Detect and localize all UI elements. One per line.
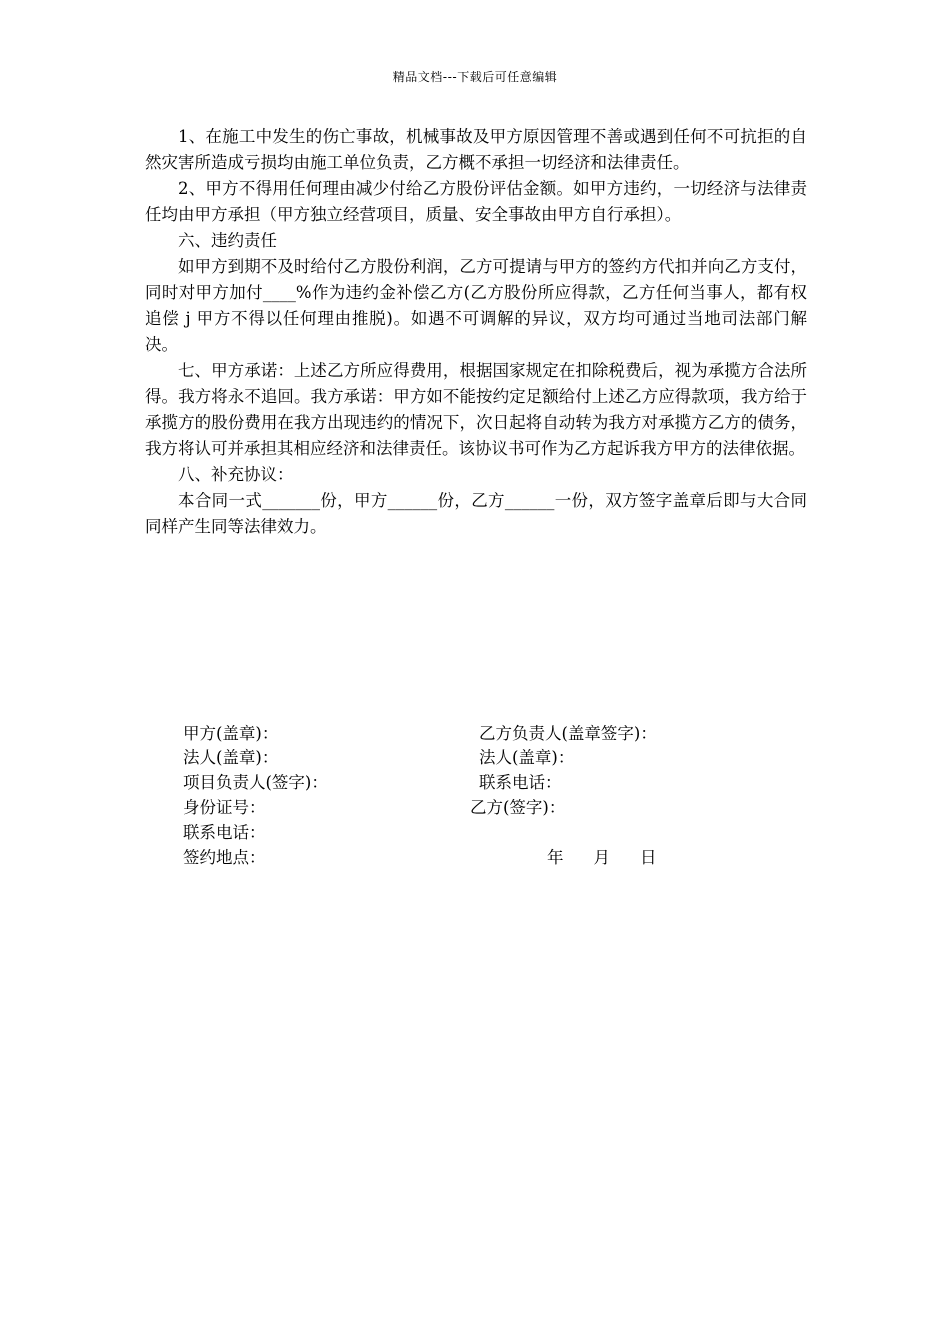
contract-body bbox=[145, 124, 807, 540]
date-month: 月 bbox=[593, 848, 610, 867]
project-leader-label: 项目负责人(签字)： bbox=[183, 773, 328, 792]
phone-b-label: 联系电话： bbox=[479, 773, 562, 792]
signing-place-label: 签约地点： bbox=[183, 848, 266, 867]
date-year: 年 bbox=[547, 848, 564, 867]
legal-person-a-label: 法人(盖章)： bbox=[183, 748, 279, 767]
clause-paragraph: 七、甲方承诺：上述乙方所应得费用，根据国家规定在扣除税费后，视为承揽方合法所得。我方将永不追回。我方承诺：甲方如不能按约定足额给付上述乙方应得款项，我方给于承揽方的股份费用在我方出现违约的情况下，次日起将自动转为我方对承揽方乙方的债务，我方将认可并承担其相应经济和法律责任。该协议书可作为乙方起诉我方甲方的法律依据。 bbox=[145, 361, 807, 458]
section-heading: 六、违约责任 bbox=[178, 231, 277, 250]
party-a-seal-label: 甲方(盖章)： bbox=[183, 724, 279, 743]
clause-paragraph: 2、甲方不得用任何理由减少付给乙方股份评估金额。如甲方违约，一切经济与法律责任均由甲方承担（甲方独立经营项目，质量、安全事故由甲方自行承担）。 bbox=[145, 179, 807, 224]
clause-paragraph: 1、在施工中发生的伤亡事故，机械事故及甲方原因管理不善或遇到任何不可抗拒的自然灾害所造成亏损均由施工单位负责，乙方概不承担一切经济和法律责任。 bbox=[145, 127, 807, 172]
party-b-leader-label: 乙方负责人(盖章签字)： bbox=[479, 724, 657, 743]
id-number-label: 身份证号： bbox=[183, 798, 266, 817]
date-line bbox=[547, 846, 657, 870]
clause-paragraph: 本合同一式_______份，甲方______份，乙方______一份，双方签字盖章后即与大合同同样产生同等法律效力。 bbox=[145, 491, 807, 536]
section-heading: 八、补充协议： bbox=[178, 465, 294, 484]
legal-person-b-label: 法人(盖章)： bbox=[479, 748, 575, 767]
date-day: 日 bbox=[640, 848, 657, 867]
clause-paragraph: 如甲方到期不及时给付乙方股份利润，乙方可提请与甲方的签约方代扣并向乙方支付，同时对甲方加付____%作为违约金补偿乙方(乙方股份所应得款，乙方任何当事人，都有权追偿 j 甲方不得以任何理由推脱)。如遇不可调解的异议，双方均可通过当地司法部门解决。 bbox=[145, 257, 807, 354]
page-header: 精品文档---下载后可任意编辑 bbox=[392, 70, 558, 84]
phone-a-label: 联系电话： bbox=[183, 823, 266, 842]
party-b-sign-label: 乙方(签字)： bbox=[470, 798, 566, 817]
